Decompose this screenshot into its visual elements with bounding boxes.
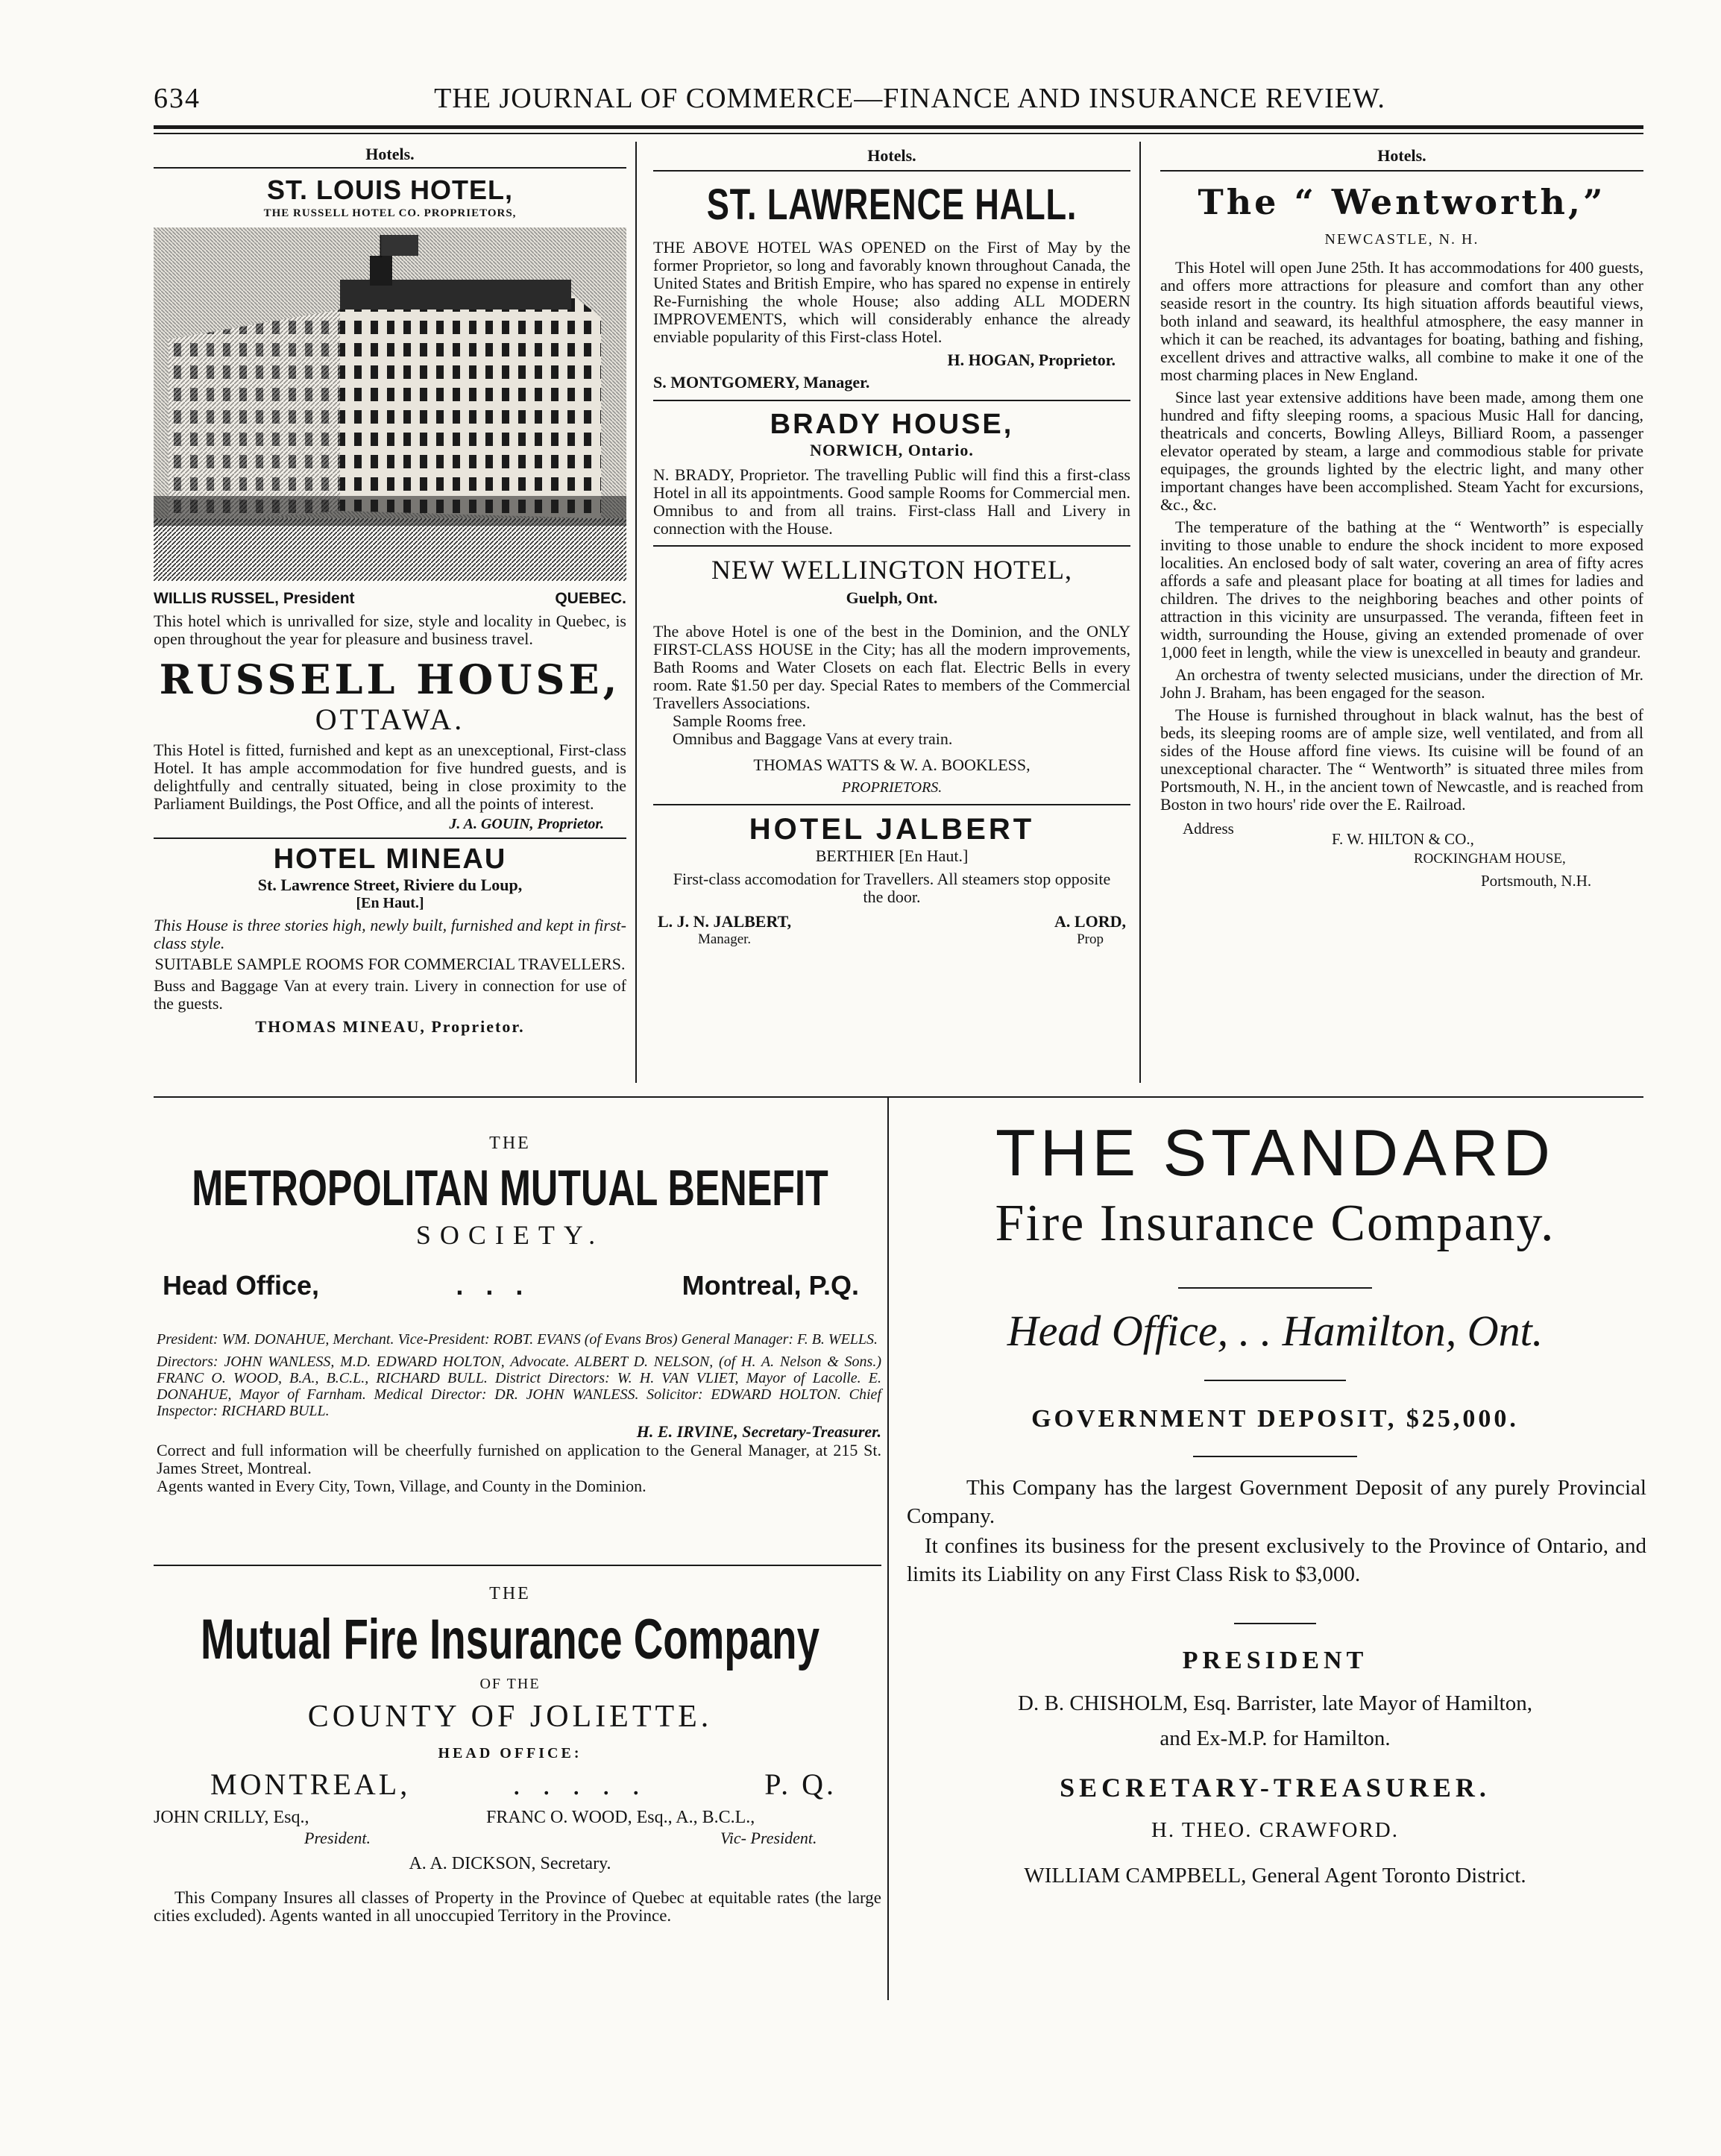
st-louis-description: This hotel which is unrivalled for size, style and locality in Quebec, is open throughout the year for pleasure and business travel. <box>154 612 626 648</box>
joliette-city-row <box>139 1767 881 1802</box>
bottom-section-rule <box>154 1096 1643 1098</box>
section-rule <box>154 167 626 169</box>
metropolitan-society: SOCIETY. <box>415 1220 605 1250</box>
wentworth-address-line-1: F. W. HILTON & CO., <box>1332 830 1474 848</box>
joliette-secretary: A. A. DICKSON, Secretary. <box>409 1854 611 1873</box>
hotel-mineau-description: This House is three stories high, newly built, furnished and kept in first-class style. <box>154 916 626 952</box>
metropolitan-head-city: Montreal, P.Q. <box>682 1270 859 1301</box>
metropolitan-bottom-rule <box>154 1565 881 1566</box>
standard-president-label: PRESIDENT <box>1182 1647 1368 1674</box>
hotel-mineau-address: St. Lawrence Street, Riviere du Loup, <box>257 876 523 894</box>
metropolitan-secretary: H. E. IRVINE, Secretary-Treasurer. <box>636 1422 881 1441</box>
standard-secretary-name: H. THEO. CRAWFORD. <box>1151 1818 1400 1842</box>
wentworth-paragraph-3: The temperature of the bathing at the “ Wentworth” is especially inviting to those unable to endure the shock incident to more exposed localities. An enclosed body of salt water, covering an area of fifty acres affords a safe and pleasant place for boating at all times for ladies and children. The drives to the neighboring beaches and other points of attraction in this vicinity are unsurpassed. The veranda, fifteen feet in width, surrounding the House, giving an extended promenade of over 1,000 feet in length, while the view is unexcelled in beauty and grandeur. <box>1160 518 1643 661</box>
brady-house-city: NORWICH, Ontario. <box>810 441 974 459</box>
standard-short-rule-4 <box>1234 1623 1316 1624</box>
hotel-jalbert-city: BERTHIER [En Haut.] <box>815 846 969 865</box>
metropolitan-directors: Directors: JOHN WANLESS, M.D. EDWARD HOLTON, Advocate. ALBERT D. NELSON, (of H. A. Nelson & Sons.) FRANC O. WOOD, B.A., B.C.L., RICHARD BULL. District Directors: W. H. VAN VLIET, Mayor of Lacolle. E. DONAHUE, Mayor of Farnham. Medical Director: DR. JOHN WANLESS. Solicitor: EDWARD HOLTON. Chief Inspector: RICHARD BULL. <box>157 1354 881 1419</box>
metropolitan-ad <box>139 1134 881 1495</box>
new-wellington-city: Guelph, Ont. <box>846 588 938 607</box>
section-rule <box>653 170 1130 172</box>
new-wellington-proprietors: THOMAS WATTS & W. A. BOOKLESS, <box>753 755 1031 774</box>
russell-house-description: This Hotel is fitted, furnished and kept as an unexceptional, First-class Hotel. It has ample accommodation for five hundred guests, and is delightfully and centrally situated, being in close proximity to the Parliament Buildings, the Post Office, and all the points of interest. <box>154 741 626 813</box>
joliette-city-dots: ..... <box>512 1767 662 1801</box>
wentworth-paragraph-1: This Hotel will open June 25th. It has accommodations for 400 guests, and offers more attractions for pleasure and comfort than any other seaside resort in the country. Its high situation affords beautiful views, both inland and seaward, its healthful atmosphere, the easy manner in which it can be reached, its advantages for boating, bathing and fishing, excellent drives and attractive walks, all combine to make it one of the most charming places in New England. <box>1160 258 1643 384</box>
st-louis-hotel-engraving <box>154 227 626 581</box>
joliette-of-the: OF THE <box>479 1676 541 1692</box>
st-louis-signature <box>154 590 626 608</box>
wentworth-address-label: Address <box>1183 820 1234 837</box>
joliette-city-right: P. Q. <box>764 1767 837 1801</box>
st-louis-city: QUEBEC. <box>555 590 626 607</box>
jalbert-proprietor-name: A. LORD, <box>1054 912 1126 931</box>
hotel-mineau-buss: Buss and Baggage Van at every train. Livery in connection for use of the guests. <box>154 976 626 1013</box>
wentworth-address <box>1160 820 1643 902</box>
new-wellington-proprietors-label: PROPRIETORS. <box>841 779 943 796</box>
metropolitan-head-label: Head Office, <box>163 1270 320 1301</box>
metropolitan-officers: President: WM. DONAHUE, Merchant. Vice-President: ROBT. EVANS (of Evans Bros) General Manager: F. B. WELLS. <box>157 1331 878 1348</box>
st-lawrence-hall-name: ST. LAWRENCE HALL. <box>706 180 1077 229</box>
metropolitan-agents: Agents wanted in Every City, Town, Village, and County in the Dominion. <box>157 1477 646 1495</box>
wentworth-name: The “ Wentworth,” <box>1198 182 1606 222</box>
standard-body-2: It confines its business for the present exclusively to the Province of Ontario, and limits its Liability on any First Class Risk to $3,000. <box>907 1534 1646 1586</box>
st-lawrence-manager: S. MONTGOMERY, Manager. <box>653 373 870 392</box>
joliette-head-office: HEAD OFFICE: <box>438 1745 582 1761</box>
st-lawrence-proprietor: H. HOGAN, Proprietor. <box>947 351 1116 369</box>
column-divider-1 <box>635 142 637 1083</box>
joliette-city-left: MONTREAL, <box>210 1767 411 1801</box>
wentworth-address-line-3: Portsmouth, N.H. <box>1481 872 1592 890</box>
st-lawrence-description: THE ABOVE HOTEL WAS OPENED on the First of May by the former Proprietor, so long and favorably known throughout Canada, the United States and British Empire, who has spared no expense in entirely Re-Furnishing the whole House; also adding ALL MODERN IMPROVEMENTS, which will considerably enhance the already enviable popularity of this First-class Hotel. <box>653 238 1130 346</box>
joliette-president-role: President. <box>304 1829 371 1847</box>
metropolitan-the: THE <box>489 1134 531 1153</box>
brady-house-name: BRADY HOUSE, <box>770 409 1014 440</box>
metropolitan-head-dots: ... <box>456 1270 546 1301</box>
hotel-mineau-name: HOTEL MINEAU <box>273 843 507 875</box>
section-heading: Hotels. <box>365 145 415 163</box>
metropolitan-info: Correct and full information will be cheerfully furnished on application to the General Manager, at 215 St. James Street, Montreal. <box>157 1441 881 1477</box>
hotel-jalbert-signatures <box>653 912 1130 948</box>
standard-title: THE STANDARD <box>995 1116 1555 1189</box>
joliette-president-name: JOHN CRILLY, Esq., <box>154 1808 309 1827</box>
hotel-mineau-sample-rooms: SUITABLE SAMPLE ROOMS FOR COMMERCIAL TRAVELLERS. <box>154 955 626 973</box>
jalbert-proprietor-role: Prop <box>1077 931 1104 947</box>
joliette-the: THE <box>489 1584 531 1603</box>
section-rule <box>154 837 626 839</box>
hotels-column-2 <box>653 146 1130 948</box>
section-heading: Hotels. <box>867 146 916 165</box>
jalbert-manager-name: L. J. N. JALBERT, <box>658 912 792 931</box>
wentworth-address-line-2: ROCKINGHAM HOUSE, <box>1414 851 1566 867</box>
metropolitan-head-office <box>139 1270 881 1301</box>
brady-house-description: N. BRADY, Proprietor. The travelling Public will find this a first-class Hotel in all its appointments. Good sample Rooms for Commercial men. Omnibus to and from all trains. First-class Hall and Livery in connection with the House. <box>653 465 1130 538</box>
wentworth-paragraph-2: Since last year extensive additions have been made, among them one hundred and fifty sleeping rooms, a spacious Music Hall for dancing, theatricals and concerts, Bowling Alleys, Billiard Room, a passenger elevator operated by steam, a large and commodious stable for private equipages, the grounds lighted by the electric light, and many other important changes have been accomplished. Steam Yacht for excursions, &c., &c. <box>1160 388 1643 514</box>
standard-president-line-1: D. B. CHISHOLM, Esq. Barrister, late Mayor of Hamilton, <box>1018 1691 1532 1715</box>
hotel-jalbert-description: First-class accomodation for Travellers. All steamers stop opposite the door. <box>673 870 1111 906</box>
joliette-officers <box>139 1808 881 1852</box>
journal-title: THE JOURNAL OF COMMERCE—FINANCE AND INSURANCE REVIEW. <box>434 83 1385 114</box>
russell-house-city: OTTAWA. <box>315 703 465 736</box>
standard-short-rule <box>1178 1287 1372 1289</box>
st-louis-proprietors: THE RUSSELL HOTEL CO. PROPRIETORS, <box>263 207 517 219</box>
joliette-description: This Company Insures all classes of Property in the Province of Quebec at equitable rates (the large cities excluded). Agents wanted in all unoccupied Territory in the Province. <box>154 1888 881 1925</box>
section-rule <box>1160 170 1643 172</box>
section-rule <box>653 545 1130 547</box>
section-rule <box>653 804 1130 805</box>
standard-body-1: This Company has the largest Government Deposit of any purely Provincial Company. <box>907 1476 1646 1528</box>
standard-short-rule-2 <box>1204 1380 1346 1381</box>
hotels-column-3 <box>1160 146 1643 902</box>
joliette-ad <box>139 1584 881 1925</box>
joliette-county: COUNTY OF JOLIETTE. <box>307 1700 713 1734</box>
hotel-mineau-address-2: [En Haut.] <box>356 895 424 911</box>
standard-short-rule-3 <box>1193 1456 1357 1457</box>
st-louis-hotel-name: ST. LOUIS HOTEL, <box>266 175 513 205</box>
jalbert-manager-role: Manager. <box>697 931 752 947</box>
page-number: 634 <box>154 83 201 114</box>
standard-subtitle: Fire Insurance Company. <box>995 1195 1555 1252</box>
joliette-name: Mutual Fire Insurance Company <box>200 1608 820 1671</box>
new-wellington-sample-rooms: Sample Rooms free. <box>673 711 807 730</box>
hotel-jalbert-name: HOTEL JALBERT <box>749 813 1035 846</box>
standard-government-deposit: GOVERNMENT DEPOSIT, $25,000. <box>1031 1405 1519 1433</box>
header-rule-thick <box>154 125 1643 129</box>
st-louis-president: WILLIS RUSSEL, President <box>154 590 355 607</box>
russell-house-name: RUSSELL HOUSE, <box>159 656 621 703</box>
section-rule <box>653 400 1130 401</box>
new-wellington-description: The above Hotel is one of the best in the Dominion, and the ONLY FIRST-CLASS HOUSE in the City; has all the modern improvements, Bath Rooms and Water Closets on each flat. Electric Bells in every room. Rate $1.50 per day. Special Rates to members of the Commercial Travellers Associations. <box>653 622 1130 712</box>
standard-head-office: Head Office, . . Hamilton, Ont. <box>1007 1307 1544 1355</box>
new-wellington-hotel-name: NEW WELLINGTON HOTEL, <box>711 555 1072 585</box>
standard-president-line-2: and Ex-M.P. for Hamilton. <box>1160 1726 1391 1750</box>
wentworth-paragraph-4: An orchestra of twenty selected musicians, under the direction of Mr. John J. Braham, has been engaged for the season. <box>1160 665 1643 702</box>
standard-agent: WILLIAM CAMPBELL, General Agent Toronto District. <box>1024 1864 1526 1888</box>
wentworth-paragraph-5: The House is furnished throughout in black walnut, has the best of beds, its sleeping rooms are of ample size, well ventilated, and from all sides of the House afford fine views. Its cuisine will be found of an unexceptional character. The “ Wentworth” is situated three miles from Portsmouth, N. H., in the ancient town of Newcastle, and is reached from Boston in two hours' ride over the E. Railroad. <box>1160 705 1643 814</box>
standard-ad <box>904 1114 1646 1888</box>
joliette-vice-president-name: FRANC O. WOOD, Esq., A., B.C.L., <box>486 1808 755 1827</box>
column-divider-2 <box>1139 142 1141 1083</box>
new-wellington-omnibus: Omnibus and Baggage Vans at every train. <box>673 729 953 748</box>
russell-house-proprietor: J. A. GOUIN, Proprietor. <box>449 816 604 832</box>
hotels-column-1 <box>154 146 626 1037</box>
header-rule-thin <box>154 133 1643 134</box>
joliette-vice-president-role: Vic- President. <box>720 1829 817 1847</box>
wentworth-city: NEWCASTLE, N. H. <box>1324 231 1479 248</box>
standard-secretary-label: SECRETARY-TREASURER. <box>1060 1773 1491 1803</box>
section-heading: Hotels. <box>1377 146 1426 165</box>
bottom-column-divider <box>887 1098 889 2000</box>
hotel-mineau-proprietor: THOMAS MINEAU, Proprietor. <box>255 1017 525 1036</box>
metropolitan-name: METROPOLITAN MUTUAL BENEFIT <box>192 1160 828 1216</box>
